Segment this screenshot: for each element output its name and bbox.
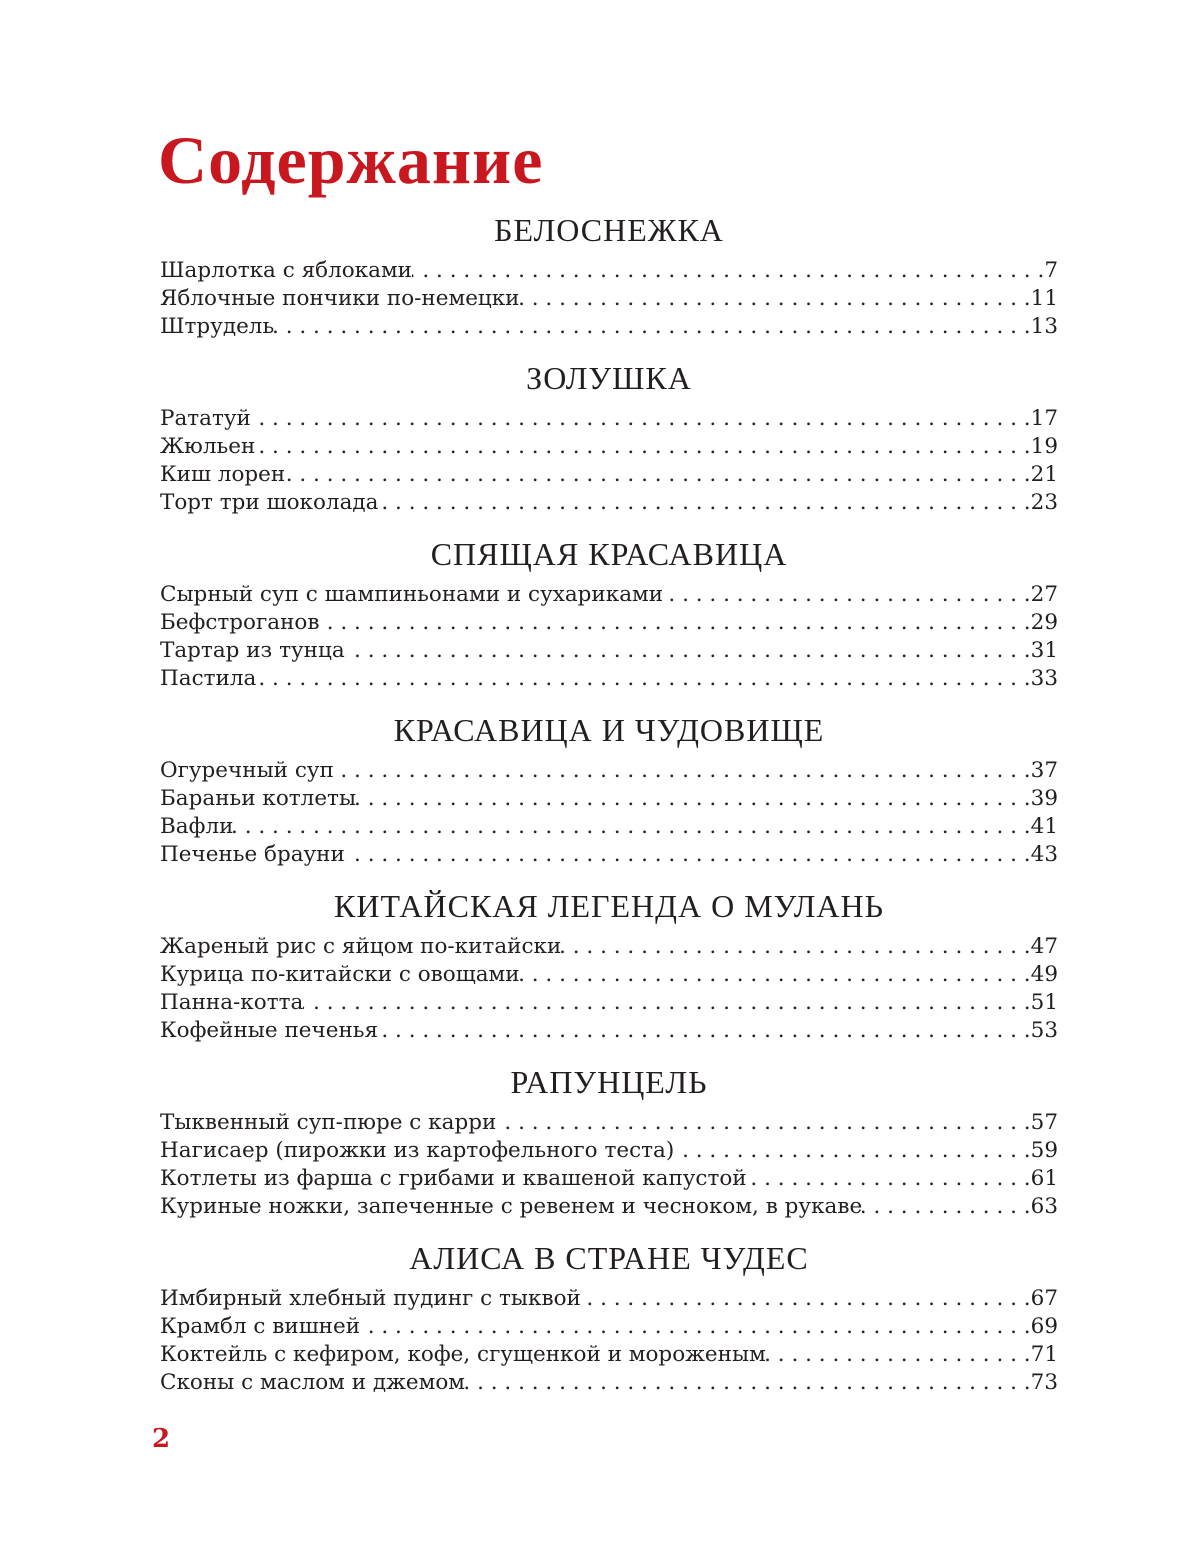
toc-entry[interactable] xyxy=(160,785,1058,813)
toc-entry[interactable] xyxy=(160,1109,1058,1137)
dot-leader xyxy=(674,1137,1030,1165)
toc-section xyxy=(160,1045,1058,1221)
toc-entry[interactable] xyxy=(160,1341,1058,1369)
toc-entry[interactable] xyxy=(160,1193,1058,1221)
entry-title: Нагисаер (пирожки из картофельного теста) xyxy=(160,1138,675,1163)
entry-page: 49 xyxy=(1030,962,1058,987)
dot-leader xyxy=(465,1369,1031,1397)
section-heading-text: КРАСАВИЦА И ЧУДОВИЩЕ xyxy=(393,712,825,748)
entry-page: 43 xyxy=(1030,842,1058,867)
toc-section xyxy=(160,1221,1058,1397)
entry-page: 37 xyxy=(1030,758,1058,783)
dot-leader xyxy=(334,757,1031,785)
entry-title: Панна-котта xyxy=(160,990,304,1015)
dot-leader xyxy=(496,1109,1030,1137)
dot-leader xyxy=(274,313,1030,341)
entry-title: Бараньи котлеты xyxy=(160,786,357,811)
entry-title: Жареный рис с яйцом по-китайски xyxy=(160,934,562,959)
section-heading xyxy=(160,693,1058,757)
toc-entry[interactable] xyxy=(160,1137,1058,1165)
dot-leader xyxy=(345,637,1031,665)
entry-title: Сконы с маслом и джемом xyxy=(160,1370,466,1395)
entry-page: 21 xyxy=(1030,462,1058,487)
dot-leader xyxy=(766,1341,1031,1369)
entry-title: Вафли xyxy=(160,814,234,839)
section-heading xyxy=(160,1045,1058,1109)
entry-title: Яблочные пончики по-немецки xyxy=(160,286,520,311)
dot-leader xyxy=(581,1285,1031,1313)
dot-leader xyxy=(285,461,1030,489)
toc-section xyxy=(160,693,1058,869)
entry-page: 29 xyxy=(1030,610,1058,635)
dot-leader xyxy=(663,581,1031,609)
section-heading-text: ЗОЛУШКА xyxy=(526,360,692,396)
entry-title: Торт три шоколада xyxy=(160,490,379,515)
toc-entry[interactable] xyxy=(160,581,1058,609)
toc-entry[interactable] xyxy=(160,665,1058,693)
entry-title: Крамбл с вишней xyxy=(160,1314,361,1339)
entry-title: Шарлотка с яблоками xyxy=(160,258,412,283)
entry-page: 71 xyxy=(1030,1342,1058,1367)
entry-title: Коктейль с кефиром, кофе, сгущенкой и мороженым xyxy=(160,1342,766,1367)
toc-entry[interactable] xyxy=(160,933,1058,961)
entry-page: 13 xyxy=(1030,314,1058,339)
entry-title: Рататуй xyxy=(160,406,251,431)
entry-title: Сырный суп с шампиньонами и сухариками xyxy=(160,582,664,607)
entry-page: 47 xyxy=(1030,934,1058,959)
entry-page: 59 xyxy=(1030,1138,1058,1163)
toc-entry[interactable] xyxy=(160,461,1058,489)
toc-entry[interactable] xyxy=(160,813,1058,841)
entry-page: 73 xyxy=(1030,1370,1058,1395)
entry-page: 11 xyxy=(1030,286,1058,311)
section-heading-text: РАПУНЦЕЛЬ xyxy=(510,1064,708,1100)
dot-leader xyxy=(378,489,1030,517)
toc-section xyxy=(160,193,1058,341)
dot-leader xyxy=(255,433,1030,461)
entry-title: Огуречный суп xyxy=(160,758,334,783)
dot-leader xyxy=(356,785,1031,813)
dot-leader xyxy=(561,933,1030,961)
dot-leader xyxy=(233,813,1030,841)
entry-title: Штрудель xyxy=(160,314,275,339)
entry-title: Куриные ножки, запеченные с ревенем и чесноком, в рукаве xyxy=(160,1194,863,1219)
toc-entry[interactable] xyxy=(160,961,1058,989)
dot-leader xyxy=(747,1165,1031,1193)
entry-page: 57 xyxy=(1030,1110,1058,1135)
dot-leader xyxy=(303,989,1030,1017)
toc-entry[interactable] xyxy=(160,609,1058,637)
toc-section xyxy=(160,517,1058,693)
section-heading xyxy=(160,341,1058,405)
entry-page: 61 xyxy=(1030,1166,1058,1191)
toc-entry[interactable] xyxy=(160,313,1058,341)
dot-leader xyxy=(345,841,1031,869)
toc-section xyxy=(160,869,1058,1045)
section-heading xyxy=(160,193,1058,257)
toc-entry[interactable] xyxy=(160,1369,1058,1397)
toc-section xyxy=(160,341,1058,517)
entry-title: Печенье брауни xyxy=(160,842,345,867)
dot-leader xyxy=(412,257,1044,285)
entry-page: 39 xyxy=(1030,786,1058,811)
toc-entry[interactable] xyxy=(160,1165,1058,1193)
entry-title: Жюльен xyxy=(160,434,256,459)
dot-leader xyxy=(256,665,1030,693)
toc-entry[interactable] xyxy=(160,285,1058,313)
section-heading-text: СПЯЩАЯ КРАСАВИЦА xyxy=(430,536,788,572)
toc-entry[interactable] xyxy=(160,257,1058,285)
toc-entry[interactable] xyxy=(160,757,1058,785)
page-title: Содержание xyxy=(158,122,544,198)
dot-leader xyxy=(251,405,1031,433)
section-heading xyxy=(160,1221,1058,1285)
entry-page: 33 xyxy=(1030,666,1058,691)
entry-page: 31 xyxy=(1030,638,1058,663)
toc-entry[interactable] xyxy=(160,989,1058,1017)
toc-entry[interactable] xyxy=(160,1285,1058,1313)
table-of-contents xyxy=(160,193,1058,1397)
toc-entry[interactable] xyxy=(160,433,1058,461)
toc-entry[interactable] xyxy=(160,1017,1058,1045)
section-heading-text: БЕЛОСНЕЖКА xyxy=(494,212,724,248)
entry-page: 17 xyxy=(1030,406,1058,431)
section-heading xyxy=(160,869,1058,933)
dot-leader xyxy=(319,609,1030,637)
entry-title: Кофейные печенья xyxy=(160,1018,379,1043)
dot-leader xyxy=(862,1193,1030,1221)
entry-title: Имбирный хлебный пудинг с тыквой xyxy=(160,1286,581,1311)
entry-page: 7 xyxy=(1044,258,1058,283)
entry-page: 53 xyxy=(1030,1018,1058,1043)
entry-page: 23 xyxy=(1030,490,1058,515)
toc-entry[interactable] xyxy=(160,489,1058,517)
toc-entry[interactable] xyxy=(160,405,1058,433)
entry-page: 51 xyxy=(1030,990,1058,1015)
entry-title: Пастила xyxy=(160,666,257,691)
entry-page: 69 xyxy=(1030,1314,1058,1339)
entry-page: 19 xyxy=(1030,434,1058,459)
section-heading-text: КИТАЙСКАЯ ЛЕГЕНДА О МУЛАНЬ xyxy=(333,888,884,924)
toc-entry[interactable] xyxy=(160,841,1058,869)
entry-title: Курица по-китайски с овощами xyxy=(160,962,520,987)
dot-leader xyxy=(520,285,1031,313)
entry-page: 67 xyxy=(1030,1286,1058,1311)
entry-title: Тартар из тунца xyxy=(160,638,345,663)
dot-leader xyxy=(520,961,1031,989)
entry-title: Киш лорен xyxy=(160,462,286,487)
dot-leader xyxy=(360,1313,1031,1341)
toc-entry[interactable] xyxy=(160,637,1058,665)
entry-title: Котлеты из фарша с грибами и квашеной капустой xyxy=(160,1166,747,1191)
entry-title: Бефстроганов xyxy=(160,610,320,635)
toc-entry[interactable] xyxy=(160,1313,1058,1341)
page-number: 2 xyxy=(152,1424,171,1454)
entry-page: 63 xyxy=(1030,1194,1058,1219)
entry-page: 27 xyxy=(1030,582,1058,607)
entry-title: Тыквенный суп-пюре с карри xyxy=(160,1110,497,1135)
dot-leader xyxy=(378,1017,1031,1045)
section-heading-text: АЛИСА В СТРАНЕ ЧУДЕС xyxy=(409,1240,809,1276)
entry-page: 41 xyxy=(1030,814,1058,839)
section-heading xyxy=(160,517,1058,581)
